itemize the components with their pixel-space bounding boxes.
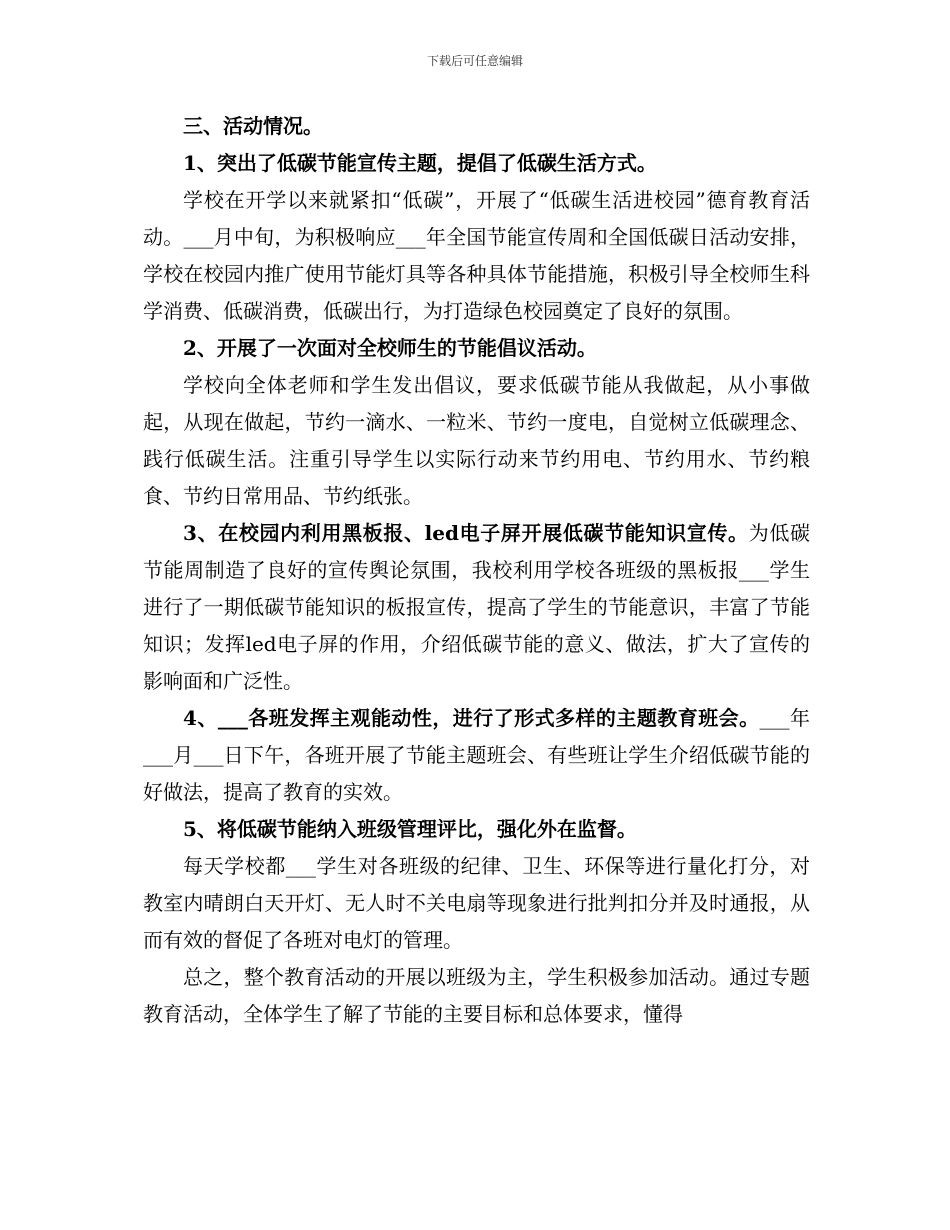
item5-body: 每天学校都___学生对各班级的纪律、卫生、环保等进行量化打分，对教室内晴朗白天开灯、无人时不关电扇等现象进行批判扣分并及时通报，从而有效的督促了各班对电灯的管理。: [143, 854, 810, 952]
item3-title: 3、在校园内利用黑板报、led电子屏开展低碳节能知识宣传。: [183, 521, 749, 545]
item4-paragraph: [143, 700, 810, 811]
item3-body: 为低碳节能周制造了良好的宣传舆论氛围，我校利用学校各班级的黑板报___学生进行了一期低碳节能知识的板报宣传，提高了学生的节能意识，丰富了节能知识；发挥led电子屏的作用，介绍低碳节能的意义、做法，扩大了宣传的影响面和广泛性。: [143, 521, 810, 693]
item2-title: 2、开展了一次面对全校师生的节能倡议活动。: [183, 336, 597, 360]
item1-body: 学校在开学以来就紧扣“低碳”，开展了“低碳生活进校园”德育教育活动。___月中旬，为积极响应___年全国节能宣传周和全国低碳日活动安排，学校在校园内推广使用节能灯具等各种具体节能措施，积极引导全校师生科学消费、低碳消费，低碳出行，为打造绿色校园奠定了良好的氛围。: [143, 188, 810, 323]
item1-title: 1、突出了低碳节能宣传主题，提倡了低碳生活方式。: [183, 151, 657, 175]
item4-title: 4、___各班发挥主观能动性，进行了形式多样的主题教育班会。: [183, 706, 760, 730]
document-body: [143, 108, 810, 1033]
item2-body: 学校向全体老师和学生发出倡议，要求低碳节能从我做起，从小事做起，从现在做起，节约一滴水、一粒米、节约一度电，自觉树立低碳理念、践行低碳生活。注重引导学生以实际行动来节约用电、节约用水、节约粮食、节约日常用品、节约纸张。: [143, 373, 810, 508]
item4-body: ___年___月___日下午，各班开展了节能主题班会、有些班让学生介绍低碳节能的好做法，提高了教育的实效。: [143, 706, 810, 804]
item3-paragraph: [143, 515, 810, 700]
page-header: 下载后可任意编辑: [426, 54, 523, 68]
conclusion-paragraph: 总之，整个教育活动的开展以班级为主，学生积极参加活动。通过专题教育活动，全体学生了解了节能的主要目标和总体要求，懂得: [143, 965, 810, 1026]
section-title: 三、活动情况。: [183, 114, 323, 138]
item5-title: 5、将低碳节能纳入班级管理评比，强化外在监督。: [183, 817, 637, 841]
